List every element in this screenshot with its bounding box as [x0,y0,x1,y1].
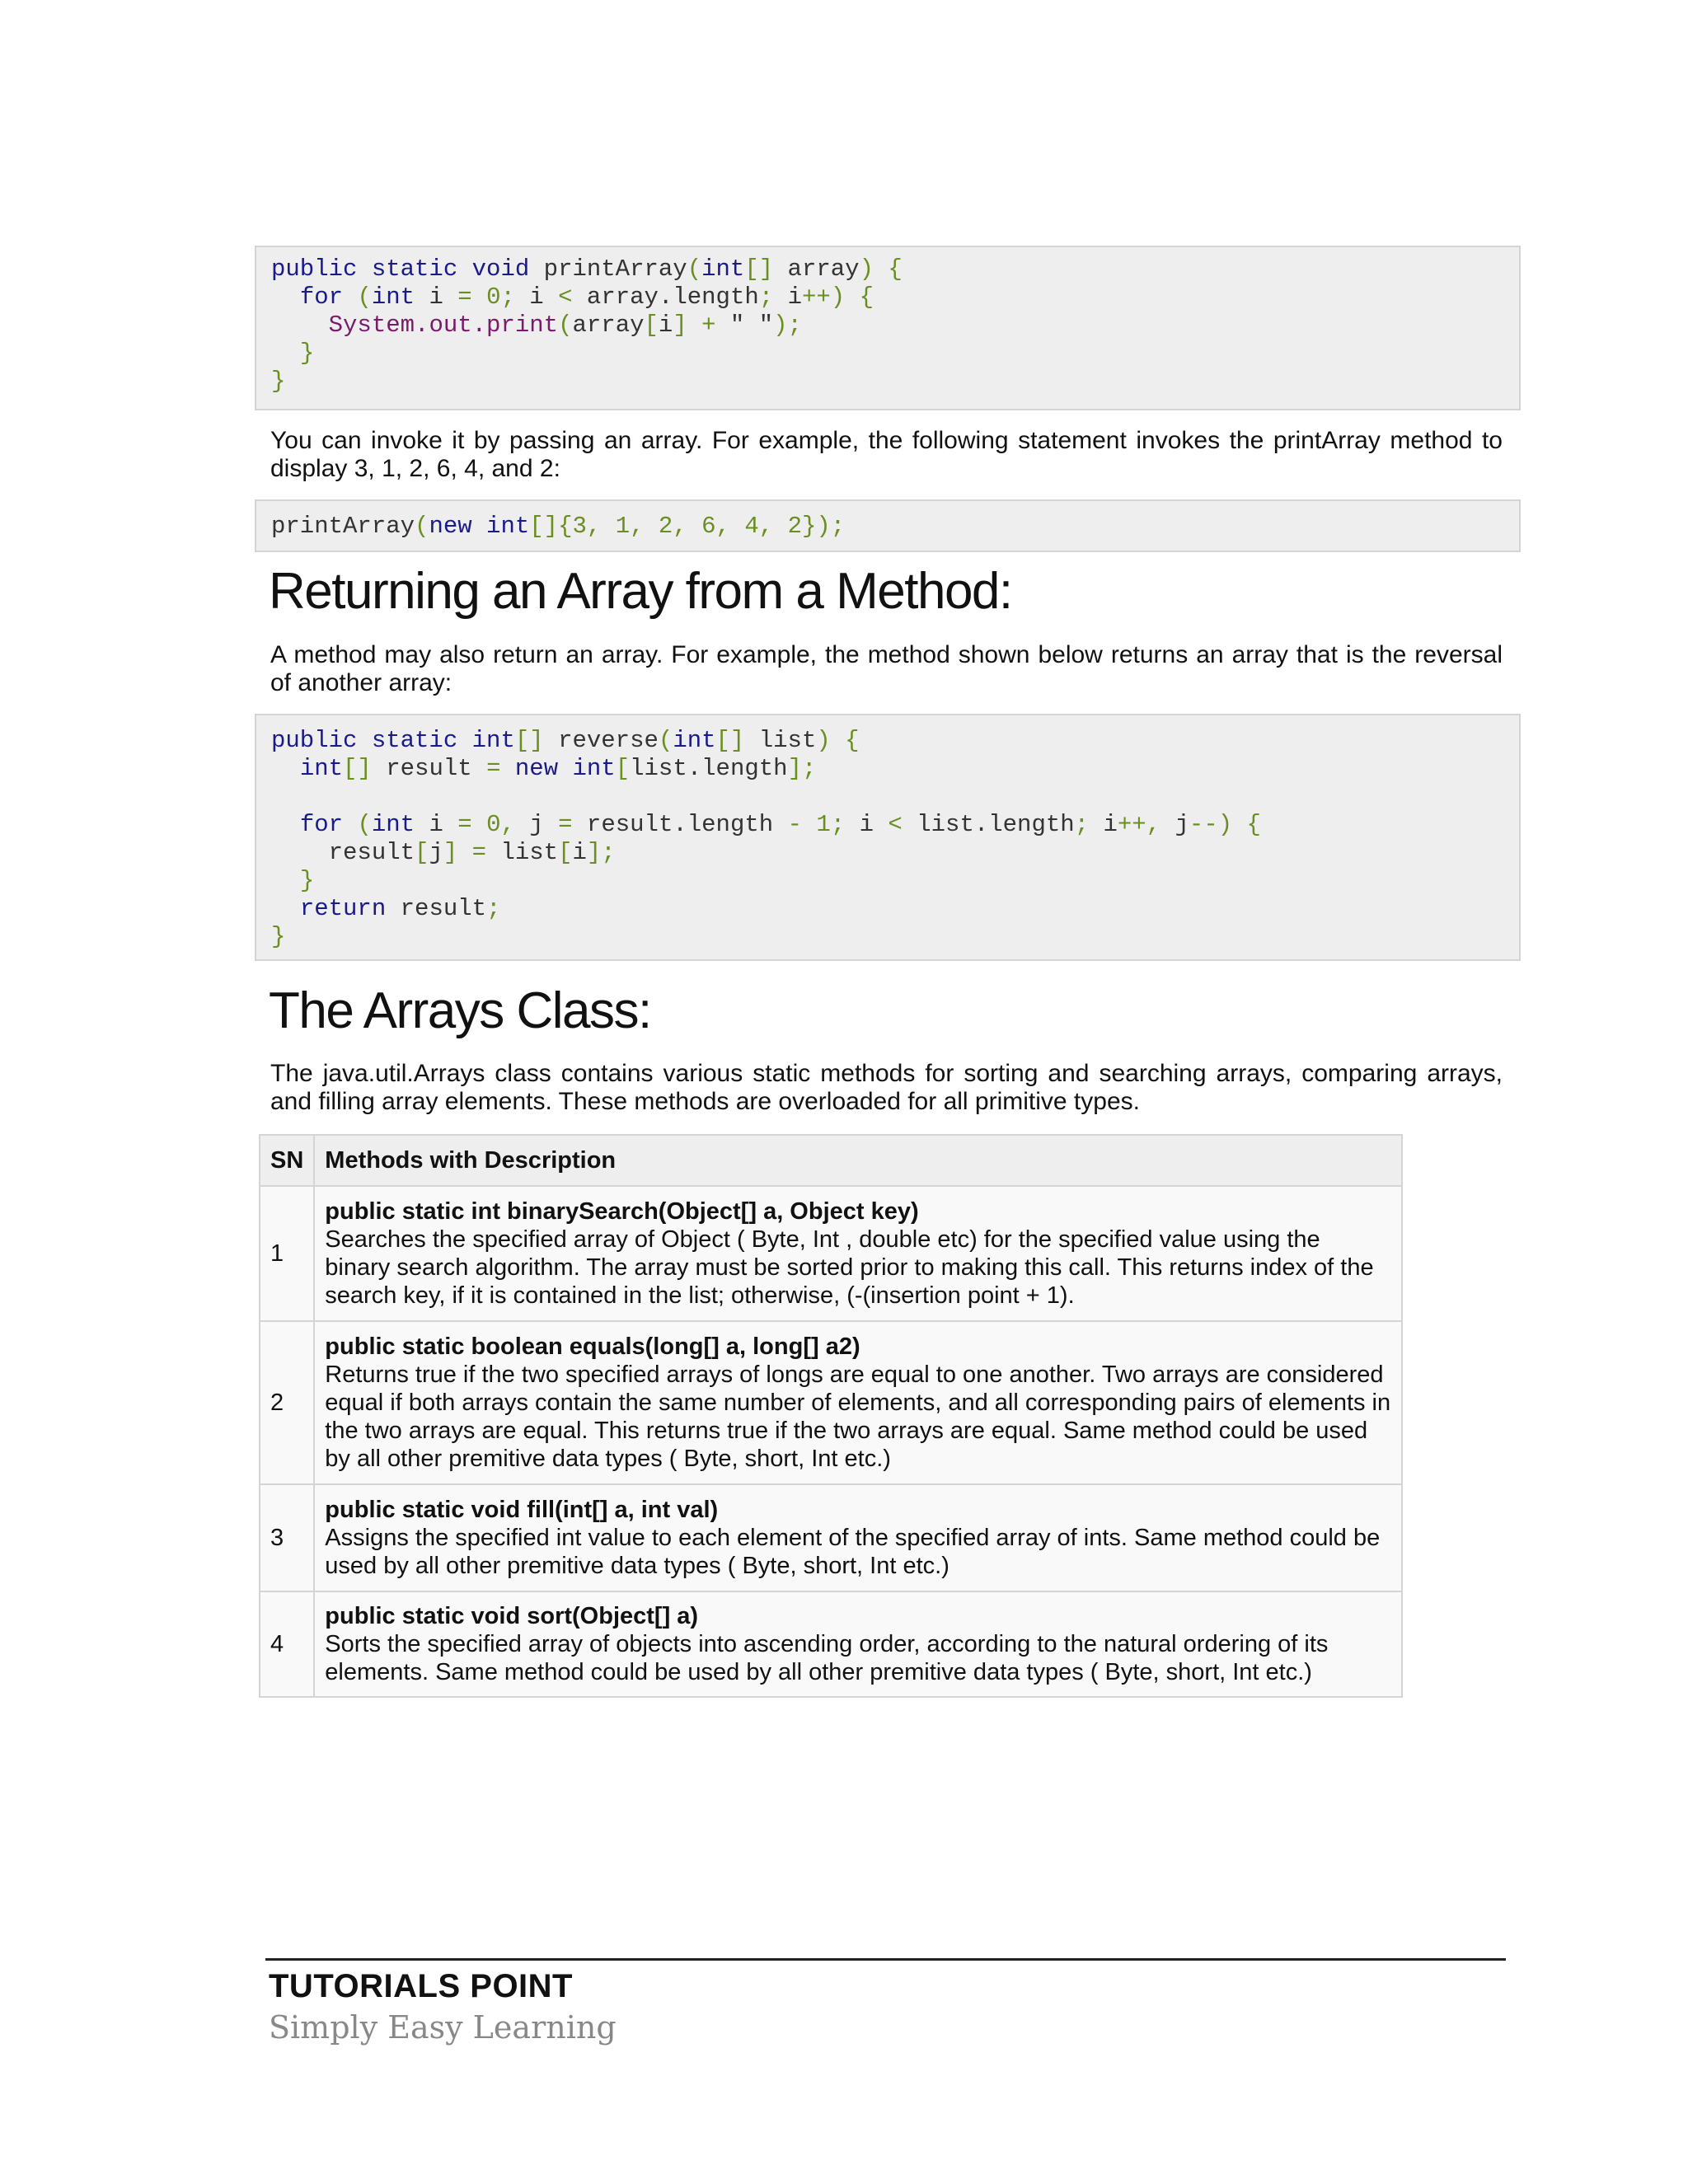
code-token: , [630,513,645,540]
code-token: ; [758,284,774,311]
code-token: ( [687,255,702,283]
code-token: 0 [486,811,501,838]
code-token: int [701,255,745,283]
code-token: ) { [859,255,903,283]
code-line [271,513,1504,541]
table-row [260,1321,1402,1484]
code-token [601,513,615,540]
code-token: printArray [271,513,415,540]
code-token: int [299,755,344,782]
table-row [260,1186,1402,1321]
code-token: public static int [271,727,515,754]
row-method [314,1186,1402,1321]
code-line [271,839,1504,867]
method-description: Sorts the specified array of objects into ascending order, according to the natural ordering of its elements. Same method could be used by all other premitive data types ( Byte, short, Int etc.) [325,1631,1329,1685]
code-token [730,513,744,540]
code-token: ; [486,895,501,922]
code-token: = [457,284,472,311]
code-token: return [299,895,387,922]
code-token: , [500,811,515,838]
code-line [271,340,1504,368]
code-line [271,923,1504,951]
code-token [472,811,486,838]
row-sn: 1 [260,1186,314,1321]
code-token: i [845,811,889,838]
code-line [271,255,1504,284]
code-token: printArray [529,255,687,283]
code-token: [ [615,755,631,782]
code-token [645,513,659,540]
method-signature: public static void fill(int[] a, int val) [325,1497,719,1523]
code-token: 0 [486,284,501,311]
code-token: 2 [658,513,673,540]
code-token: = [486,755,501,782]
row-sn: 3 [260,1484,314,1591]
code-token: [] [715,727,745,754]
code-token: array [572,312,645,339]
invoke-paragraph: You can invoke it by passing an array. For example, the following statement invokes the printArray method to display 3, 1, 2, 6, 4, and 2: [270,427,1503,482]
header-methods: Methods with Description [314,1135,1402,1186]
code-token: reverse [543,727,659,754]
method-signature: public static int binarySearch(Object[] a, Object key) [325,1198,919,1225]
code-token: list.length [630,755,788,782]
code-token [500,755,514,782]
code-token: result.length [572,811,788,838]
heading-arrays-class: The Arrays Class: [269,982,651,1039]
code-token: j [514,811,559,838]
code-token: , [758,513,774,540]
code-token: [ [644,312,659,339]
code-token: " " [715,312,774,339]
footer-tagline: Simply Easy Learning [269,2009,617,2046]
code-token: int [673,727,716,754]
code-token: for [299,284,344,311]
code-token: i [415,284,458,311]
method-description: Searches the specified array of Object ( Byte, Int , double etc) for the specified value using the binary search algorithm. The array must be sorted prior to making this call. This returns index of the search key, if it is contained in the list; otherwise, (-(insertion point + 1). [325,1226,1374,1309]
row-method [314,1591,1402,1697]
row-sn: 4 [260,1591,314,1697]
code-token: ; [1074,811,1090,838]
code-token: = [457,811,472,838]
heading-returning-array: Returning an Array from a Method: [269,563,1012,620]
code-block-print-array [255,246,1521,410]
code-token [271,895,300,922]
row-method [314,1484,1402,1591]
methods-table [259,1134,1403,1698]
table-row [260,1484,1402,1591]
code-token: }); [801,513,846,540]
code-token: ] [673,312,687,339]
code-token: ]; [787,755,817,782]
code-line [271,284,1504,312]
code-token: ( [658,727,673,754]
code-token: ]; [586,839,616,866]
code-token: ++) { [802,284,874,311]
method-signature: public static void sort(Object[] a) [325,1603,699,1629]
code-token: 1 [615,513,631,540]
footer-brand: TUTORIALS POINT [269,1968,573,2004]
code-token: i [658,312,673,339]
code-token: list [744,727,817,754]
code-token: = [558,811,573,838]
code-token: new int [429,513,530,540]
code-token: ( [415,513,429,540]
code-token: ; [500,284,515,311]
code-token [773,513,787,540]
code-token: ++, [1117,811,1161,838]
method-description: Assigns the specified int value to each element of the specified array of ints. Same method could be used by all other premitive data types ( Byte, short, Int etc.) [325,1525,1381,1579]
footer-divider [265,1958,1506,1961]
table-row [260,1591,1402,1697]
code-line [271,368,1504,396]
code-block-reverse [255,714,1521,961]
code-token [457,839,471,866]
code-token [271,312,329,339]
code-line [271,755,1504,783]
code-token: result [371,755,487,782]
code-token: i [415,811,458,838]
code-token: []{ [529,513,573,540]
code-block-invoke [255,499,1521,552]
code-token: new int [514,755,616,782]
code-token: < [558,284,573,311]
code-token [343,284,357,311]
code-token: list.length [902,811,1075,838]
code-token: int [371,284,415,311]
return-paragraph: A method may also return an array. For example, the method shown below returns an array that is the reversal of another array: [270,641,1503,696]
code-line [271,895,1504,923]
code-token: < [888,811,903,838]
code-line [271,867,1504,895]
code-token: for [299,811,344,838]
code-token: } [299,867,315,894]
code-token: ] [443,839,458,866]
code-token [687,312,701,339]
method-description: Returns true if the two specified arrays of longs are equal to one another. Two arrays are considered equal if both arrays contain the same number of elements, and all corresponding pairs of elements in the two arrays are equal. This returns true if the two arrays are equal. Same method could be used by all other premitive data types ( Byte, short, Int etc.) [325,1361,1391,1472]
code-token: } [271,923,286,950]
code-token: j [1160,811,1189,838]
code-token: , [586,513,602,540]
code-token: j [429,839,443,866]
code-token: , [673,513,687,540]
code-line [271,312,1504,340]
code-token: - [787,811,802,838]
code-token: ( [357,284,372,311]
code-token [687,513,701,540]
code-token: list [486,839,559,866]
code-token: ; [830,811,846,838]
code-token: } [271,368,286,395]
row-sn: 2 [260,1321,314,1484]
code-token: i [1089,811,1118,838]
code-token: ) { [816,727,860,754]
code-token: --) { [1189,811,1261,838]
code-line [271,727,1504,755]
code-token [271,284,300,311]
code-token: i [572,839,587,866]
code-token: 1 [816,811,831,838]
code-token [343,811,357,838]
code-token: i [773,284,802,311]
header-sn: SN [260,1135,314,1186]
code-token: ( [357,811,372,838]
code-token: [ [558,839,573,866]
code-token: , [715,513,730,540]
row-method [314,1321,1402,1484]
code-token: result [271,839,415,866]
code-token: public static void [271,255,530,283]
code-token: 2 [787,513,802,540]
code-token: ); [773,312,802,339]
code-token [802,811,816,838]
code-token [271,867,300,894]
arrays-paragraph: The java.util.Arrays class contains various static methods for sorting and searching arrays, comparing arrays, and filling array elements. These methods are overloaded for all primitive types. [270,1060,1503,1115]
code-token: 3 [572,513,587,540]
code-token: [] [514,727,544,754]
code-token: [] [744,255,774,283]
code-token: 4 [744,513,759,540]
code-line [271,783,1504,811]
code-token: + [701,312,716,339]
code-token [472,284,486,311]
code-token: [] [343,755,372,782]
code-token: array [773,255,860,283]
code-token: ( [558,312,573,339]
code-token: i [514,284,559,311]
code-token [271,755,300,782]
code-token: result [386,895,487,922]
code-token: int [371,811,415,838]
code-token: 6 [701,513,716,540]
code-token: System.out.print [328,312,559,339]
method-signature: public static boolean equals(long[] a, long[] a2) [325,1333,860,1360]
code-token: array.length [572,284,759,311]
code-token [271,340,300,367]
code-token: [ [415,839,429,866]
code-token [271,811,300,838]
code-token: } [299,340,315,367]
code-token: = [471,839,487,866]
table-header-row [260,1135,1402,1186]
code-line [271,811,1504,839]
